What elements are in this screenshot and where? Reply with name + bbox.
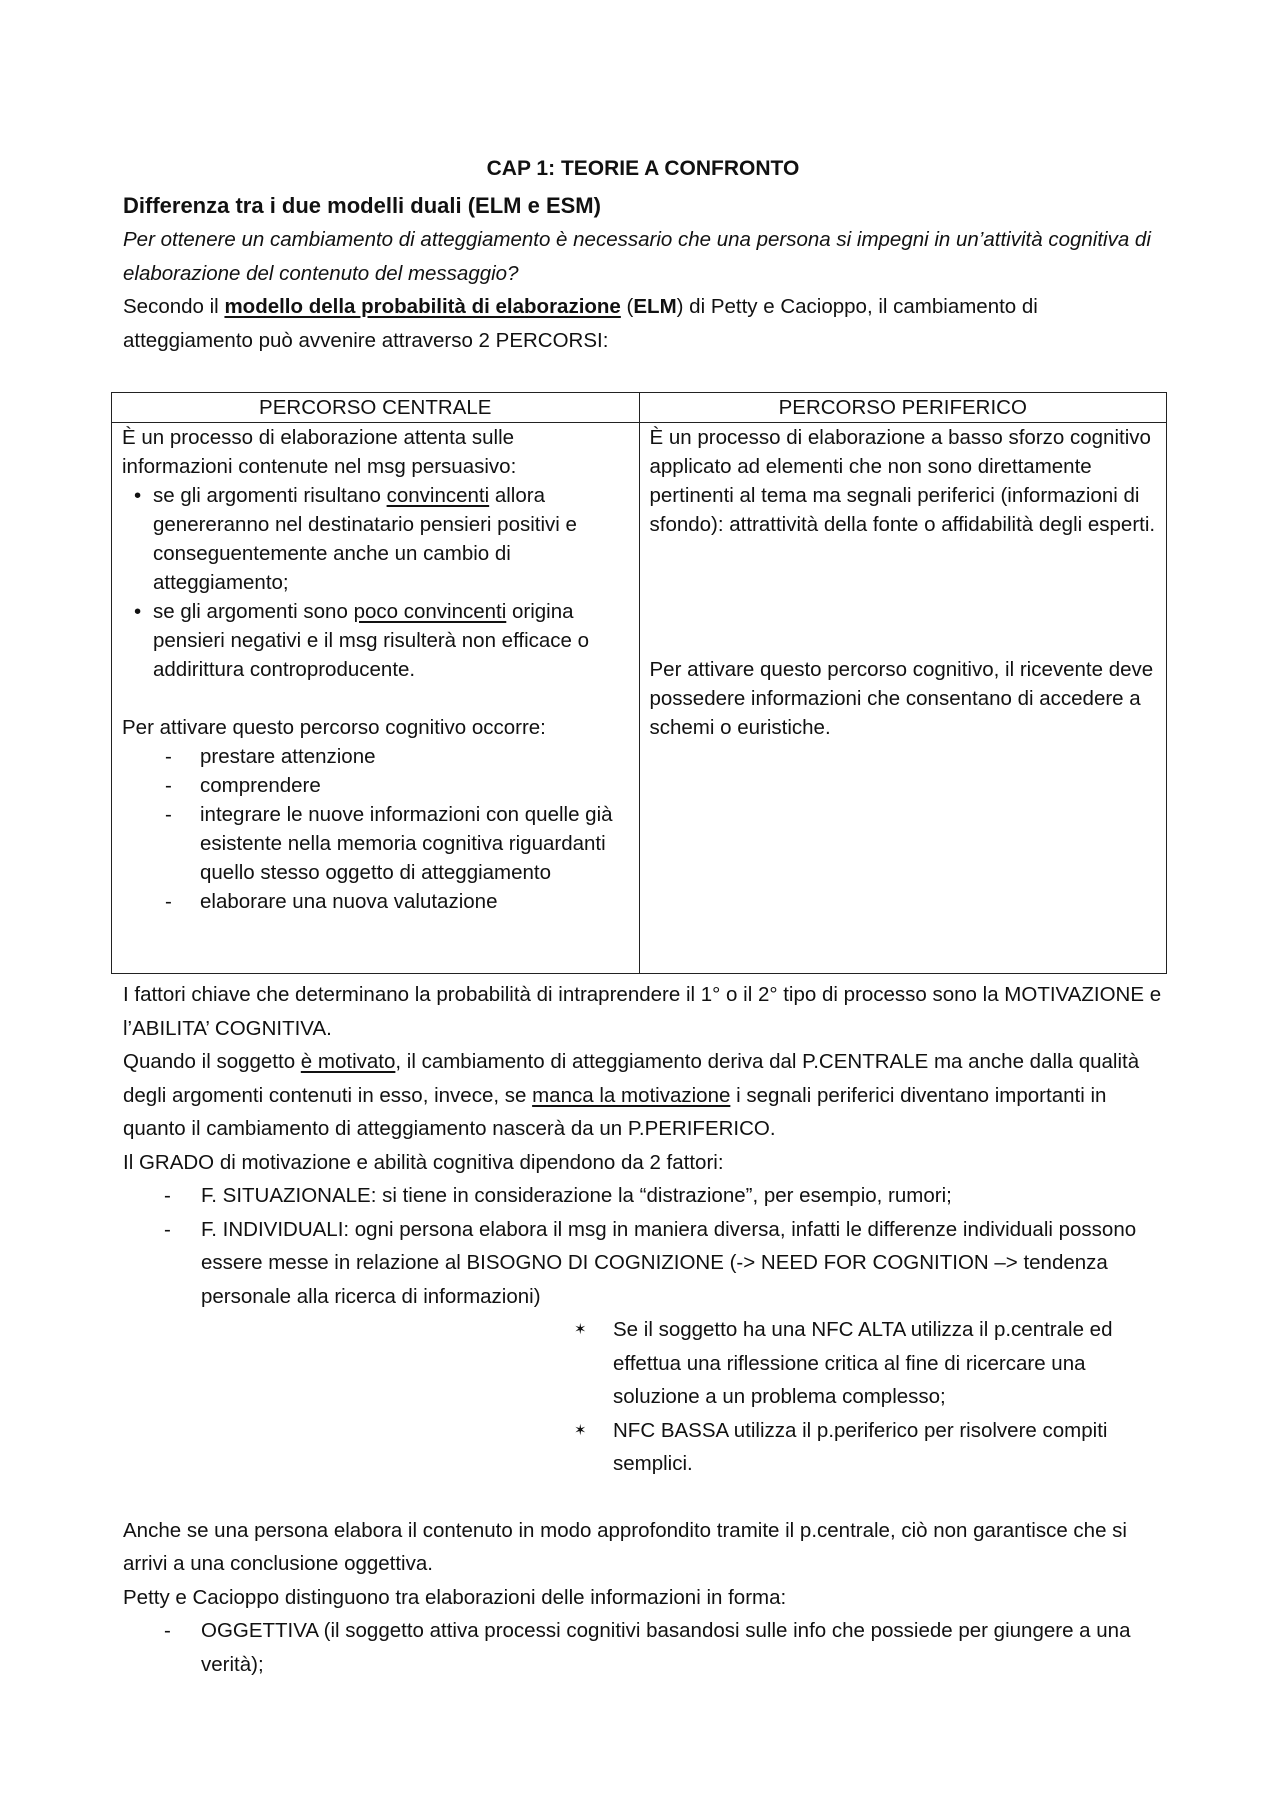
central-route-header: PERCORSO CENTRALE <box>112 393 640 423</box>
intro-mid: ( <box>620 295 634 318</box>
degree-paragraph: Il GRADO di motivazione e abilità cognitiva dipendono da 2 fattori: <box>123 1150 724 1174</box>
document-body <box>123 978 1168 1681</box>
central-route-intro: È un processo di elaborazione attenta sulle informazioni contenute nel msg persuasivo: <box>122 426 517 478</box>
central-step: - prestare attenzione <box>200 742 629 771</box>
central-bullet-unconvincing: • se gli argomenti sono poco convincenti origina pensieri negativi e il msg risulterà non efficace o addirittura controproducente. <box>153 597 629 684</box>
section-subtitle: Differenza tra i due modelli duali (ELM e ESM) <box>123 192 601 218</box>
guiding-question: Per ottenere un cambiamento di atteggiamento è necessario che una persona si impegni in un’attività cognitiva di elaborazione del contenuto del messaggio? <box>123 228 1151 285</box>
central-route-bullets <box>122 481 629 684</box>
central-step: - elaborare una nuova valutazione <box>200 887 629 916</box>
elm-acronym: ELM <box>633 295 677 318</box>
objectivity-paragraph: Anche se una persona elabora il contenuto in modo approfondito tramite il p.centrale, ciò non garantisce che si arrivi a una conclusione oggettiva. <box>123 1518 1127 1575</box>
nfc-list <box>123 1313 1168 1481</box>
forms-paragraph: Petty e Cacioppo distinguono tra elaborazioni delle informazioni in forma: <box>123 1585 787 1609</box>
central-step: - comprendere <box>200 771 629 800</box>
factors-list <box>123 1179 1168 1313</box>
page-title: CAP 1: TEORIE A CONFRONTO <box>486 157 800 180</box>
intro-before: Secondo il <box>123 295 225 318</box>
document-page <box>123 152 1163 357</box>
peripheral-route-intro: È un processo di elaborazione a basso sforzo cognitivo applicato ad elementi che non sono direttamente pertinenti al tema ma segnali periferici (informazioni di sfondo): attrattività della fonte o affidabilità degli esperti. <box>649 426 1156 536</box>
peripheral-route-activation: Per attivare questo percorso cognitivo, il ricevente deve possedere informazioni che consentano di accedere a schemi o euristiche. <box>649 658 1154 739</box>
form-item: - OGGETTIVA (il soggetto attiva processi cognitivi basandosi sulle info che possiede per giungere a una verità); <box>201 1614 1168 1681</box>
elm-model-name: modello della probabilità di elaborazione <box>224 295 621 318</box>
nfc-item: ✶ Se il soggetto ha una NFC ALTA utilizza il p.centrale ed effettua una riflessione critica al fine di ricercare una soluzione a un problema complesso; <box>613 1313 1168 1414</box>
nfc-item: ✶ NFC BASSA utilizza il p.periferico per risolvere compiti semplici. <box>613 1414 1168 1481</box>
peripheral-route-cell <box>639 423 1167 974</box>
forms-list <box>123 1614 1168 1681</box>
key-factors-paragraph: I fattori chiave che determinano la probabilità di intraprendere il 1° o il 2° tipo di processo sono la MOTIVAZIONE e l’ABILITA’ COGNITIVA. <box>123 983 1162 1040</box>
peripheral-route-header: PERCORSO PERIFERICO <box>639 393 1167 423</box>
intro-paragraph <box>123 290 1163 357</box>
factor-item: - F. SITUAZIONALE: si tiene in considerazione la “distrazione”, per esempio, rumori; <box>201 1179 1168 1213</box>
central-step: - integrare le nuove informazioni con quelle già esistente nella memoria cognitiva riguardanti quello stesso oggetto di atteggiamento <box>200 800 629 887</box>
factor-item: - F. INDIVIDUALI: ogni persona elabora il msg in maniera diversa, infatti le differenze individuali possono essere messe in relazione al BISOGNO DI COGNIZIONE (-> NEED FOR COGNITION –> tendenza personale alla ricerca di informazioni) <box>201 1213 1168 1314</box>
routes-table <box>111 392 1167 974</box>
central-route-steps <box>122 742 629 916</box>
central-route-activation: Per attivare questo percorso cognitivo occorre: <box>122 716 546 739</box>
motivation-paragraph: Quando il soggetto è motivato, il cambiamento di atteggiamento deriva dal P.CENTRALE ma anche dalla qualità degli argomenti contenuti in esso, invece, se manca la motivazione i segnali periferici diventano importanti in quanto il cambiamento di atteggiamento nascerà da un P.PERIFERICO. <box>123 1050 1140 1140</box>
central-bullet-convincing: • se gli argomenti risultano convincenti allora genereranno nel destinatario pensieri positivi e conseguentemente anche un cambio di atteggiamento; <box>153 481 629 597</box>
intro-after: ) di Petty e Cacioppo, il cambiamento di atteggiamento può avvenire attraverso 2 PERCORSI: <box>123 295 1038 352</box>
central-route-cell <box>112 423 640 974</box>
